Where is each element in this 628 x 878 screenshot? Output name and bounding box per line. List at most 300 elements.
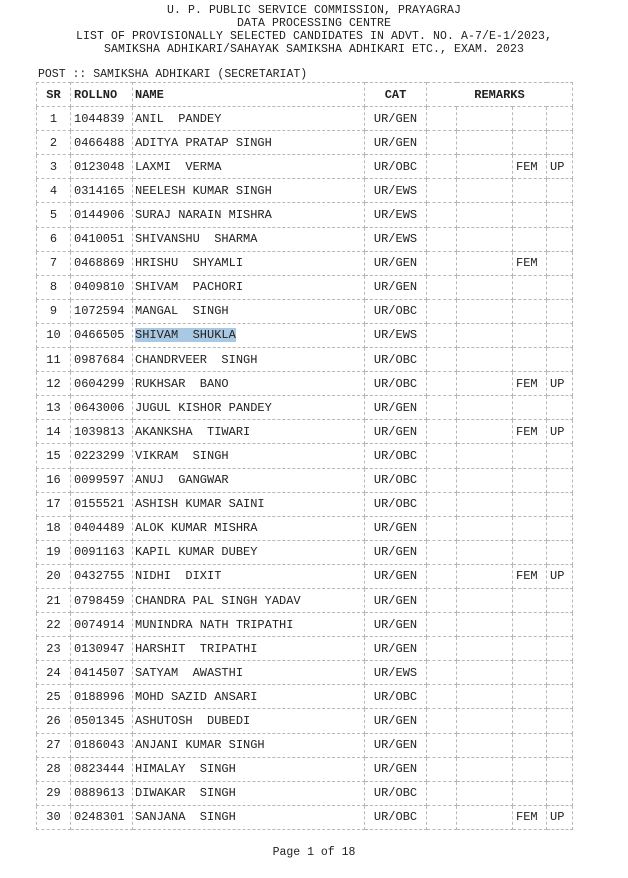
- category-cell: UR/GEN: [365, 396, 427, 420]
- name-cell: [133, 155, 365, 179]
- rollno-cell: 0987684: [71, 348, 133, 372]
- remarks-cell: FEM: [513, 805, 547, 829]
- remarks-cell: [457, 420, 513, 444]
- remarks-cell: [457, 757, 513, 781]
- category-cell: UR/GEN: [365, 757, 427, 781]
- sr-cell: 9: [37, 299, 71, 323]
- remarks-cell: [547, 227, 573, 251]
- header-exam-name: SAMIKSHA ADHIKARI/SAHAYAK SAMIKSHA ADHIKARI ETC., EXAM. 2023: [103, 43, 525, 56]
- remarks-cell: [513, 348, 547, 372]
- table-row: [37, 131, 573, 155]
- remarks-cell: [457, 540, 513, 564]
- name-cell: [133, 468, 365, 492]
- rollno-cell: 0099597: [71, 468, 133, 492]
- remarks-cell: [457, 299, 513, 323]
- sr-cell: 25: [37, 685, 71, 709]
- remarks-cell: [427, 637, 457, 661]
- remarks-cell: [547, 179, 573, 203]
- name-cell: [133, 323, 365, 347]
- remarks-cell: [547, 444, 573, 468]
- remarks-cell: [427, 661, 457, 685]
- remarks-cell: [427, 588, 457, 612]
- category-cell: UR/GEN: [365, 107, 427, 131]
- remarks-cell: [513, 613, 547, 637]
- remarks-cell: [547, 107, 573, 131]
- category-cell: UR/EWS: [365, 661, 427, 685]
- remarks-cell: [513, 107, 547, 131]
- rollno-cell: 1044839: [71, 107, 133, 131]
- category-cell: UR/EWS: [365, 323, 427, 347]
- sr-cell: 12: [37, 372, 71, 396]
- remarks-cell: [427, 757, 457, 781]
- remarks-cell: [457, 444, 513, 468]
- remarks-cell: [513, 275, 547, 299]
- remarks-cell: [427, 372, 457, 396]
- remarks-cell: [457, 637, 513, 661]
- remarks-cell: [513, 203, 547, 227]
- remarks-cell: [457, 107, 513, 131]
- rollno-cell: 0409810: [71, 275, 133, 299]
- remarks-cell: FEM: [513, 251, 547, 275]
- name-cell: [133, 299, 365, 323]
- table-row: [37, 396, 573, 420]
- remarks-cell: [427, 492, 457, 516]
- remarks-cell: [547, 661, 573, 685]
- remarks-cell: [513, 733, 547, 757]
- remarks-cell: [427, 444, 457, 468]
- remarks-cell: [547, 203, 573, 227]
- remarks-cell: [427, 323, 457, 347]
- table-row: [37, 348, 573, 372]
- remarks-cell: [547, 540, 573, 564]
- remarks-cell: [427, 107, 457, 131]
- remarks-cell: [427, 564, 457, 588]
- sr-cell: 30: [37, 805, 71, 829]
- sr-cell: 16: [37, 468, 71, 492]
- sr-cell: 21: [37, 588, 71, 612]
- category-cell: UR/GEN: [365, 588, 427, 612]
- name-cell: [133, 637, 365, 661]
- remarks-cell: [513, 661, 547, 685]
- name-cell: [133, 275, 365, 299]
- remarks-cell: [547, 275, 573, 299]
- table-row: [37, 588, 573, 612]
- remarks-cell: [457, 588, 513, 612]
- column-header-cat: CAT: [365, 83, 427, 107]
- name-cell: [133, 588, 365, 612]
- table-row: [37, 564, 573, 588]
- remarks-cell: [427, 540, 457, 564]
- remarks-cell: [457, 275, 513, 299]
- remarks-cell: [513, 444, 547, 468]
- candidate-name: SHIVAM PACHORI: [135, 280, 244, 295]
- table-row: [37, 468, 573, 492]
- remarks-cell: [457, 203, 513, 227]
- column-header-rollno: ROLLNO: [71, 83, 133, 107]
- page-number: Page 1 of 18: [272, 846, 356, 859]
- category-cell: UR/GEN: [365, 420, 427, 444]
- column-header-sr: SR: [37, 83, 71, 107]
- name-cell: [133, 131, 365, 155]
- remarks-cell: UP: [547, 155, 573, 179]
- sr-cell: 11: [37, 348, 71, 372]
- remarks-cell: [513, 227, 547, 251]
- category-cell: UR/GEN: [365, 709, 427, 733]
- category-cell: UR/GEN: [365, 733, 427, 757]
- rollno-cell: 0314165: [71, 179, 133, 203]
- remarks-cell: FEM: [513, 564, 547, 588]
- remarks-cell: [513, 709, 547, 733]
- sr-cell: 6: [37, 227, 71, 251]
- table-row: [37, 613, 573, 637]
- category-cell: UR/OBC: [365, 155, 427, 179]
- remarks-cell: UP: [547, 805, 573, 829]
- column-header-name: NAME: [133, 83, 365, 107]
- rollno-cell: 0410051: [71, 227, 133, 251]
- candidate-name: SHIVANSHU SHARMA: [135, 232, 258, 247]
- candidate-name: KAPIL KUMAR DUBEY: [135, 545, 258, 560]
- remarks-cell: [457, 564, 513, 588]
- sr-cell: 29: [37, 781, 71, 805]
- name-cell: [133, 251, 365, 275]
- remarks-cell: [513, 299, 547, 323]
- name-cell: [133, 492, 365, 516]
- remarks-cell: [513, 492, 547, 516]
- rollno-cell: 0643006: [71, 396, 133, 420]
- table-row: [37, 516, 573, 540]
- category-cell: UR/GEN: [365, 516, 427, 540]
- name-cell: [133, 420, 365, 444]
- header-centre: DATA PROCESSING CENTRE: [236, 17, 392, 30]
- remarks-cell: [513, 757, 547, 781]
- category-cell: UR/OBC: [365, 444, 427, 468]
- remarks-cell: [547, 468, 573, 492]
- remarks-cell: [427, 155, 457, 179]
- remarks-cell: [547, 348, 573, 372]
- remarks-cell: FEM: [513, 372, 547, 396]
- name-cell: [133, 107, 365, 131]
- remarks-cell: [427, 299, 457, 323]
- sr-cell: 24: [37, 661, 71, 685]
- sr-cell: 10: [37, 323, 71, 347]
- remarks-cell: [513, 588, 547, 612]
- candidates-table: [36, 82, 573, 830]
- category-cell: UR/GEN: [365, 131, 427, 155]
- remarks-cell: [457, 396, 513, 420]
- name-cell: [133, 444, 365, 468]
- remarks-cell: [547, 251, 573, 275]
- table-row: [37, 420, 573, 444]
- category-cell: UR/EWS: [365, 179, 427, 203]
- candidate-name: MANGAL SINGH: [135, 304, 229, 319]
- candidate-name: AKANKSHA TIWARI: [135, 424, 251, 439]
- remarks-cell: [457, 805, 513, 829]
- category-cell: UR/OBC: [365, 492, 427, 516]
- remarks-cell: [457, 251, 513, 275]
- rollno-cell: 0432755: [71, 564, 133, 588]
- remarks-cell: [513, 179, 547, 203]
- table-row: [37, 323, 573, 347]
- candidate-name: NIDHI DIXIT: [135, 569, 222, 584]
- category-cell: UR/OBC: [365, 805, 427, 829]
- rollno-cell: 0188996: [71, 685, 133, 709]
- candidate-name: SURAJ NARAIN MISHRA: [135, 208, 272, 223]
- sr-cell: 14: [37, 420, 71, 444]
- table-row: [37, 251, 573, 275]
- candidate-name: MUNINDRA NATH TRIPATHI: [135, 617, 294, 632]
- sr-cell: 7: [37, 251, 71, 275]
- name-cell: [133, 227, 365, 251]
- table-header-row: [37, 83, 573, 107]
- table-row: [37, 733, 573, 757]
- name-cell: [133, 203, 365, 227]
- candidate-name: ADITYA PRATAP SINGH: [135, 135, 272, 150]
- remarks-cell: UP: [547, 372, 573, 396]
- candidate-name: SANJANA SINGH: [135, 810, 236, 825]
- remarks-cell: [457, 348, 513, 372]
- remarks-cell: [457, 781, 513, 805]
- rollno-cell: 1072594: [71, 299, 133, 323]
- sr-cell: 2: [37, 131, 71, 155]
- candidate-name: SATYAM AWASTHI: [135, 665, 244, 680]
- name-cell: [133, 757, 365, 781]
- remarks-cell: [547, 492, 573, 516]
- remarks-cell: [457, 516, 513, 540]
- candidate-name: LAXMI VERMA: [135, 159, 222, 174]
- remarks-cell: [427, 805, 457, 829]
- document-header: [0, 4, 628, 56]
- table-row: [37, 685, 573, 709]
- category-cell: UR/GEN: [365, 564, 427, 588]
- rollno-cell: 0144906: [71, 203, 133, 227]
- rollno-cell: 1039813: [71, 420, 133, 444]
- remarks-cell: [547, 733, 573, 757]
- remarks-cell: [547, 685, 573, 709]
- candidate-name: CHANDRVEER SINGH: [135, 352, 258, 367]
- rollno-cell: 0130947: [71, 637, 133, 661]
- remarks-cell: [457, 733, 513, 757]
- remarks-cell: [427, 396, 457, 420]
- name-cell: [133, 685, 365, 709]
- selected-text-highlight: SHIVAM SHUKLA: [135, 328, 236, 343]
- category-cell: UR/EWS: [365, 203, 427, 227]
- remarks-cell: [427, 227, 457, 251]
- remarks-cell: [457, 323, 513, 347]
- remarks-cell: [513, 516, 547, 540]
- sr-cell: 4: [37, 179, 71, 203]
- remarks-cell: [547, 299, 573, 323]
- remarks-cell: [513, 781, 547, 805]
- sr-cell: 3: [37, 155, 71, 179]
- remarks-cell: [457, 661, 513, 685]
- table-row: [37, 107, 573, 131]
- rollno-cell: 0248301: [71, 805, 133, 829]
- table-row: [37, 203, 573, 227]
- remarks-cell: [457, 685, 513, 709]
- category-cell: UR/GEN: [365, 637, 427, 661]
- rollno-cell: 0889613: [71, 781, 133, 805]
- rollno-cell: 0186043: [71, 733, 133, 757]
- rollno-cell: 0823444: [71, 757, 133, 781]
- remarks-cell: [513, 637, 547, 661]
- remarks-cell: [547, 757, 573, 781]
- name-cell: [133, 516, 365, 540]
- candidate-name: MOHD SAZID ANSARI: [135, 689, 258, 704]
- post-title: POST :: SAMIKSHA ADHIKARI (SECRETARIAT): [38, 68, 308, 81]
- name-cell: [133, 348, 365, 372]
- remarks-cell: [427, 420, 457, 444]
- category-cell: UR/OBC: [365, 685, 427, 709]
- table-row: [37, 299, 573, 323]
- rollno-cell: 0404489: [71, 516, 133, 540]
- category-cell: UR/GEN: [365, 613, 427, 637]
- remarks-cell: [547, 781, 573, 805]
- sr-cell: 13: [37, 396, 71, 420]
- category-cell: UR/GEN: [365, 251, 427, 275]
- sr-cell: 5: [37, 203, 71, 227]
- remarks-cell: [427, 468, 457, 492]
- rollno-cell: 0468869: [71, 251, 133, 275]
- remarks-cell: [427, 275, 457, 299]
- name-cell: [133, 709, 365, 733]
- name-cell: [133, 661, 365, 685]
- remarks-cell: [457, 227, 513, 251]
- remarks-cell: [427, 179, 457, 203]
- remarks-cell: [427, 251, 457, 275]
- sr-cell: 8: [37, 275, 71, 299]
- name-cell: [133, 372, 365, 396]
- table-body: [37, 107, 573, 830]
- rollno-cell: 0604299: [71, 372, 133, 396]
- name-cell: [133, 179, 365, 203]
- sr-cell: 18: [37, 516, 71, 540]
- name-cell: [133, 396, 365, 420]
- rollno-cell: 0155521: [71, 492, 133, 516]
- remarks-cell: [457, 468, 513, 492]
- remarks-cell: [427, 733, 457, 757]
- rollno-cell: 0798459: [71, 588, 133, 612]
- remarks-cell: [513, 131, 547, 155]
- remarks-cell: [547, 516, 573, 540]
- rollno-cell: 0091163: [71, 540, 133, 564]
- remarks-cell: [457, 613, 513, 637]
- remarks-cell: [547, 131, 573, 155]
- column-header-remarks: REMARKS: [427, 83, 573, 107]
- candidate-name: JUGUL KISHOR PANDEY: [135, 400, 272, 415]
- sr-cell: 19: [37, 540, 71, 564]
- table-row: [37, 444, 573, 468]
- remarks-cell: [547, 637, 573, 661]
- candidate-name: ANIL PANDEY: [135, 111, 222, 126]
- rollno-cell: 0123048: [71, 155, 133, 179]
- remarks-cell: [457, 155, 513, 179]
- sr-cell: 27: [37, 733, 71, 757]
- candidate-name: VIKRAM SINGH: [135, 448, 229, 463]
- candidate-name: NEELESH KUMAR SINGH: [135, 183, 272, 198]
- sr-cell: 1: [37, 107, 71, 131]
- candidate-name: HARSHIT TRIPATHI: [135, 641, 258, 656]
- remarks-cell: [513, 468, 547, 492]
- sr-cell: 17: [37, 492, 71, 516]
- name-cell: [133, 805, 365, 829]
- remarks-cell: [547, 613, 573, 637]
- remarks-cell: [427, 516, 457, 540]
- name-cell: [133, 613, 365, 637]
- remarks-cell: FEM: [513, 155, 547, 179]
- remarks-cell: [427, 709, 457, 733]
- rollno-cell: 0414507: [71, 661, 133, 685]
- candidate-name: ANJANI KUMAR SINGH: [135, 738, 265, 753]
- table-row: [37, 155, 573, 179]
- rollno-cell: 0223299: [71, 444, 133, 468]
- table-row: [37, 275, 573, 299]
- remarks-cell: [513, 685, 547, 709]
- sr-cell: 26: [37, 709, 71, 733]
- table-row: [37, 661, 573, 685]
- name-cell: [133, 733, 365, 757]
- sr-cell: 28: [37, 757, 71, 781]
- remarks-cell: [427, 613, 457, 637]
- table-row: [37, 805, 573, 829]
- table-row: [37, 540, 573, 564]
- remarks-cell: [513, 323, 547, 347]
- remarks-cell: [427, 348, 457, 372]
- candidate-name: ANUJ GANGWAR: [135, 473, 229, 488]
- table-row: [37, 781, 573, 805]
- remarks-cell: [513, 540, 547, 564]
- category-cell: UR/EWS: [365, 227, 427, 251]
- remarks-cell: [457, 372, 513, 396]
- sr-cell: 23: [37, 637, 71, 661]
- candidate-name: RUKHSAR BANO: [135, 376, 229, 391]
- sr-cell: 15: [37, 444, 71, 468]
- remarks-cell: [457, 492, 513, 516]
- category-cell: UR/GEN: [365, 540, 427, 564]
- table-row: [37, 372, 573, 396]
- rollno-cell: 0501345: [71, 709, 133, 733]
- header-commission: U. P. PUBLIC SERVICE COMMISSION, PRAYAGRAJ: [166, 4, 462, 17]
- category-cell: UR/OBC: [365, 348, 427, 372]
- remarks-cell: [457, 131, 513, 155]
- remarks-cell: UP: [547, 564, 573, 588]
- remarks-cell: [513, 396, 547, 420]
- remarks-cell: [457, 709, 513, 733]
- remarks-cell: [547, 323, 573, 347]
- remarks-cell: [547, 396, 573, 420]
- candidate-name: DIWAKAR SINGH: [135, 786, 236, 801]
- sr-cell: 22: [37, 613, 71, 637]
- category-cell: UR/OBC: [365, 468, 427, 492]
- sr-cell: 20: [37, 564, 71, 588]
- remarks-cell: [457, 179, 513, 203]
- candidate-name: HRISHU SHYAMLI: [135, 256, 244, 271]
- category-cell: UR/OBC: [365, 372, 427, 396]
- candidate-name: HIMALAY SINGH: [135, 762, 236, 777]
- remarks-cell: [427, 781, 457, 805]
- candidate-name: ASHUTOSH DUBEDI: [135, 713, 251, 728]
- table-row: [37, 227, 573, 251]
- candidate-name: ASHISH KUMAR SAINI: [135, 497, 265, 512]
- name-cell: [133, 781, 365, 805]
- category-cell: UR/OBC: [365, 299, 427, 323]
- remarks-cell: [547, 588, 573, 612]
- rollno-cell: 0074914: [71, 613, 133, 637]
- rollno-cell: 0466505: [71, 323, 133, 347]
- candidate-name: ALOK KUMAR MISHRA: [135, 521, 258, 536]
- category-cell: UR/OBC: [365, 781, 427, 805]
- category-cell: UR/GEN: [365, 275, 427, 299]
- name-cell: [133, 564, 365, 588]
